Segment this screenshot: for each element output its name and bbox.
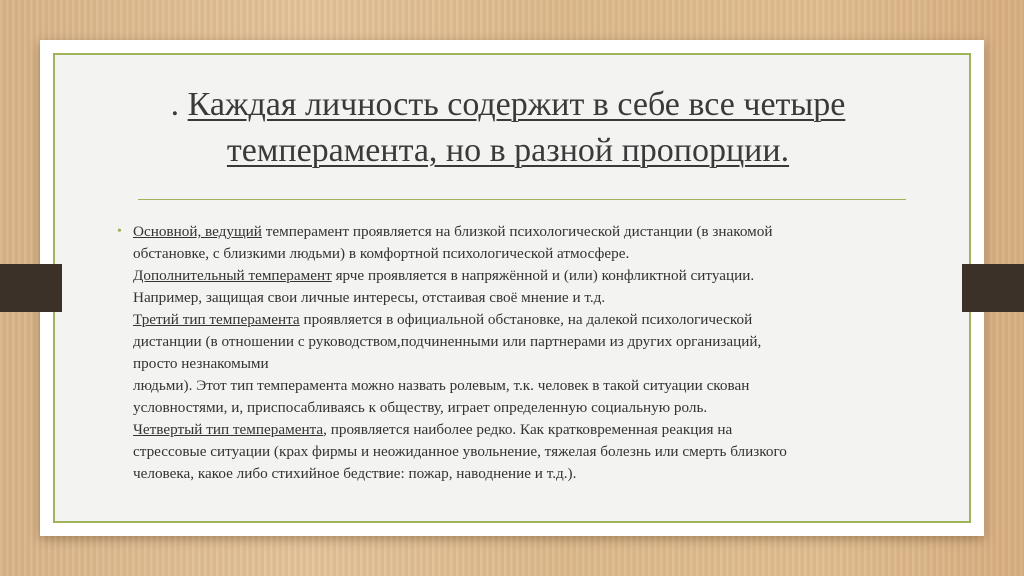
- paragraph-1-line-1: [133, 221, 913, 243]
- paragraph-1-text: темперамент проявляется на близкой психологической дистанции (в знакомой: [261, 223, 773, 240]
- fourth-temperament-term: Четвертый тип темперамента: [133, 421, 324, 438]
- right-decor-tab: [962, 264, 1024, 312]
- paragraph-2-line-1: [133, 265, 913, 287]
- title-line-2: темперамента, но в разной пропорции.: [226, 132, 790, 169]
- title-prefix: .: [170, 86, 188, 123]
- paragraph-2-line-2: Например, защищая свои личные интересы, отстаивая своё мнение и т.д.: [133, 289, 606, 306]
- title-divider: [138, 199, 906, 200]
- paragraph-3-line-3: просто незнакомыми: [133, 355, 269, 372]
- paragraph-3-text: проявляется в официальной обстановке, на далекой психологической: [299, 311, 753, 328]
- left-decor-tab: [0, 264, 62, 312]
- third-temperament-term: Третий тип темперамента: [133, 311, 300, 328]
- primary-temperament-term: Основной, ведущий: [133, 223, 262, 240]
- slide-title: [108, 82, 908, 174]
- paragraph-1-line-2: обстановке, с близкими людьми) в комфортной психологической атмосфере.: [133, 245, 630, 262]
- paragraph-4-line-3: человека, какое либо стихийное бедствие: пожар, наводнение и т.д.).: [133, 465, 577, 482]
- paragraph-3-line-5: условностями, и, приспосабливаясь к обществу, играет определенную социальную роль.: [133, 399, 708, 416]
- paragraph-2-text: ярче проявляется в напряжённой и (или) конфликтной ситуации.: [331, 267, 755, 284]
- additional-temperament-term: Дополнительный темперамент: [133, 267, 332, 284]
- paragraph-3-line-2: дистанции (в отношении с руководством,подчиненными или партнерами из других организаций,: [133, 333, 762, 350]
- paragraph-3-line-1: [133, 309, 913, 331]
- bullet-marker: •: [117, 224, 122, 239]
- title-line-1: Каждая личность содержит в себе все четыре: [187, 86, 846, 123]
- paragraph-4-line-2: стрессовые ситуации (крах фирмы и неожиданное увольнение, тяжелая болезнь или смерть близкого: [133, 443, 787, 460]
- paragraph-4-text: , проявляется наиболее редко. Как кратковременная реакция на: [323, 421, 733, 438]
- paragraph-4-line-1: [133, 419, 913, 441]
- paragraph-3-line-4: людьми). Этот тип темперамента можно назвать ролевым, т.к. человек в такой ситуации скован: [133, 377, 750, 394]
- body-text: [133, 221, 913, 485]
